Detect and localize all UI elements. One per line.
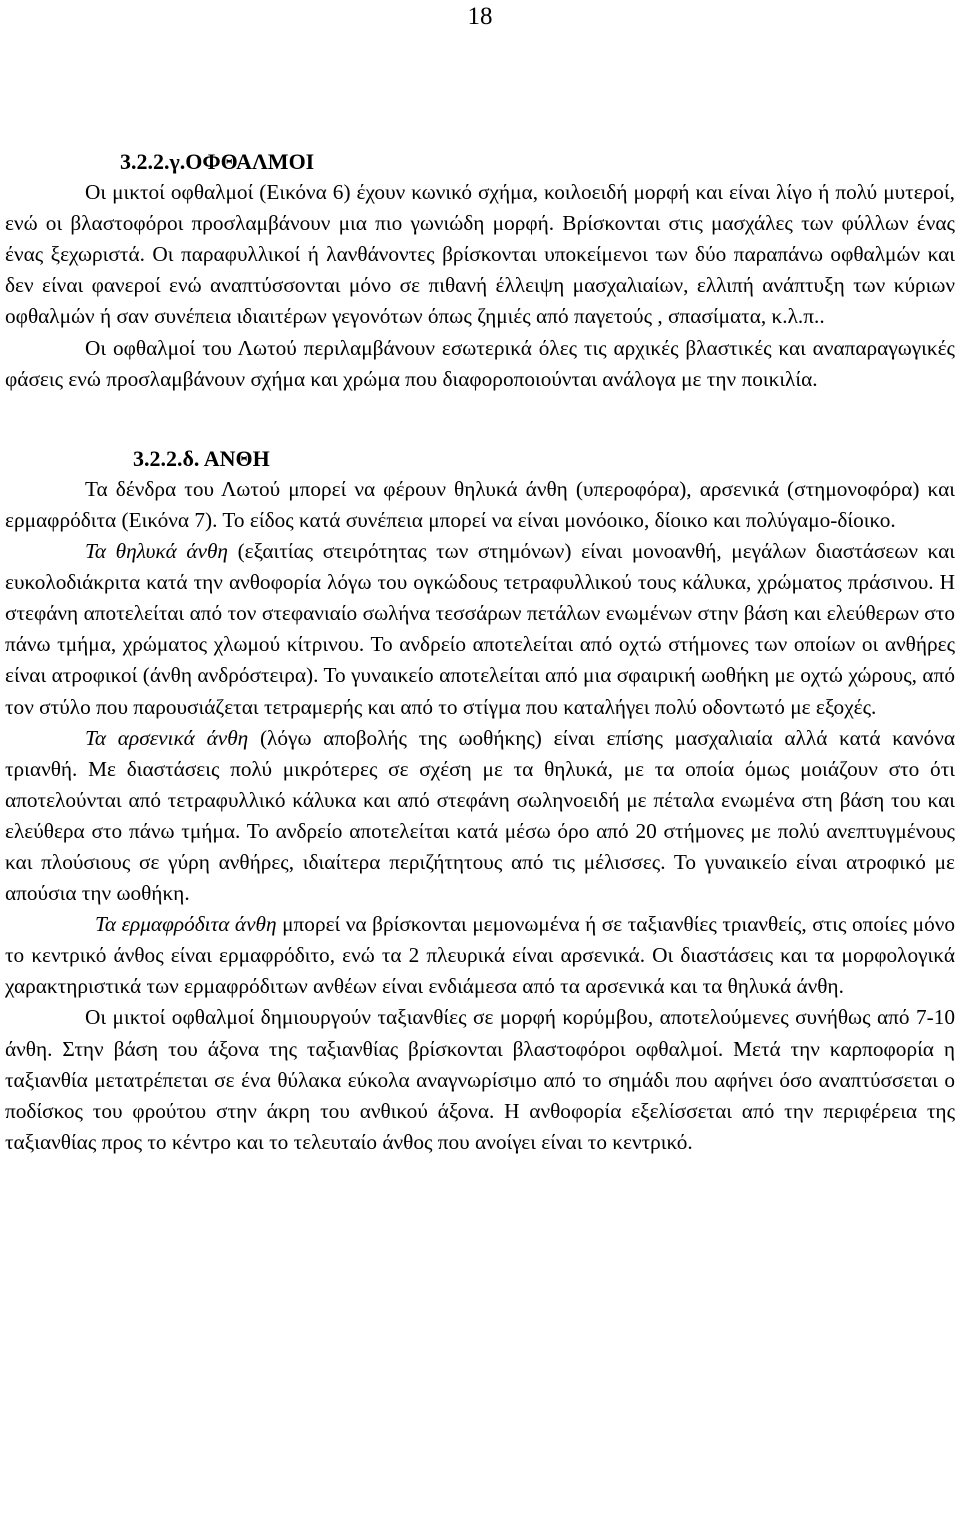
- paragraph-male-flowers: [5, 723, 955, 910]
- paragraph-hermaphrodite-flowers: [5, 909, 955, 1002]
- male-flowers-text: (λόγω αποβολής της ωοθήκης) είναι επίσης μασχαλιαία αλλά κατά κανόνα τριανθή. Με διαστάσεις πολύ μικρότερες σε σχέση με τα θηλυκά, με τα οποία όμως μοιάζουν στο ότι αποτελούνται από τετραφυλλικό κάλυκα και από στεφάνη σωληνοειδή με πέταλα ενωμένα στη βάση του και ελεύθερα στο πάνω τμήμα. Το ανδρείο αποτελείται κατά μέσω όρο από 20 στήμονες με πολύ ανεπτυγμένους και πλούσιους σε γύρη ανθήρες, ιδιαίτερα περιζήτητους από τις μέλισσες. Το γυναικείο είναι ατροφικό με απούσια την ωοθήκη.: [5, 725, 955, 906]
- paragraph-ofthalmoi-2: Οι οφθαλμοί του Λωτού περιλαμβάνουν εσωτερικά όλες τις αρχικές βλαστικές και αναπαραγωγικές φάσεις ενώ προσλαμβάνουν σχήμα και χρώμα που διαφοροποιούνται ανάλογα με την ποικιλία.: [5, 335, 955, 391]
- male-flowers-term: Τα αρσενικά άνθη: [85, 725, 249, 750]
- document-body: [5, 146, 955, 1158]
- paragraph-inflorescence: Οι μικτοί οφθαλμοί δημιουργούν ταξιανθίες σε μορφή κορύμβου, αποτελούμενες συνήθως από 7-10 άνθη. Στην βάση του άξονα της ταξιανθίας βρίσκονται βλαστοφόροι οφθαλμοί. Μετά την καρποφορία η ταξιανθία μετατρέπεται σε ένα θύλακα εύκολα αναγνωρίσιμο από το σημάδι που αφήνει όσο αναπτύσσεται ο ποδίσκος του φρούτου στην άκρη του ανθικού άξονα. Η ανθοφορία εξελίσσεται από την περιφέρεια της ταξιανθίας προς το κέντρο και το τελευταίο άνθος που ανοίγει είναι το κεντρικό.: [5, 1005, 955, 1154]
- paragraph-anthi-intro: Τα δένδρα του Λωτού μπορεί να φέρουν θηλυκά άνθη (υπεροφόρα), αρσενικά (στημονοφόρα) και ερμαφρόδιτα (Εικόνα 7). Το είδος κατά συνέπεια μπορεί να είναι μονόοικο, δίοικο και πολύγαμο-δίοικο.: [5, 476, 955, 532]
- paragraph-ofthalmoi-1: Οι μικτοί οφθαλμοί (Εικόνα 6) έχουν κωνικό σχήμα, κοιλοειδή μορφή και είναι λίγο ή πολύ μυτεροί, ενώ οι βλαστοφόροι προσλαμβάνουν μια πιο γωνιώδη μορφή. Βρίσκονται στις μασχάλες των φύλλων ένας ένας ξεχωριστά. Οι παραφυλλικοί ή λανθάνοντες βρίσκονται υποκείμενοι των δύο παραπάνω οφθαλμών και δεν είναι φανεροί ενώ αναπτύσσονται μόνο σε πιθανή έλλειψη μασχαλιαίων, ελλιπή ανάπτυξη των κύριων οφθαλμών ή σαν συνέπεια ιδιαιτέρων γεγονότων όπως ζημιές από παγετούς , σπασίματα, κ.λ.π..: [5, 180, 955, 329]
- female-flowers-term: Τα θηλυκά άνθη: [85, 539, 228, 564]
- section-heading-anthi: 3.2.2.δ. ΑΝΘΗ: [133, 445, 270, 471]
- section-heading-ofthalmoi: 3.2.2.γ.ΟΦΘΑΛΜΟΙ: [120, 149, 315, 174]
- hermaphrodite-flowers-text: μπορεί να βρίσκονται μεμονωμένα ή σε ταξιανθίες τριανθείς, στις οποίες μόνο το κεντρικό άνθος είναι ερμαφρόδιτο, ενώ τα 2 πλευρικά είναι αρσενικά. Οι διαστάσεις και τα μορφολογικά χαρακτηριστικά των ερμαφρόδιτων ανθέων είναι ενδιάμεσα από τα αρσενικά και τα θηλυκά άνθη.: [5, 912, 955, 999]
- paragraph-female-flowers: [5, 536, 955, 723]
- hermaphrodite-flowers-term: Τα ερμαφρόδιτα άνθη: [95, 912, 277, 937]
- page-number: 18: [467, 3, 493, 30]
- female-flowers-text: (εξαιτίας στειρότητας των στημόνων) είναι μονοανθή, μεγάλων διαστάσεων και ευκολοδιάκριτα κατά την ανθοφορία λόγω του ογκώδους τετραφυλλικού τους κάλυκα, χρώματος πράσινου. Η στεφάνη αποτελείται από τον στεφανιαίο σωλήνα τεσσάρων πετάλων ενωμένων στην βάση και ελεύθερων στο πάνω τμήμα, χρώματος χλωμού κίτρινου. Το ανδρείο αποτελείται από οχτώ στήμονες των οποίων οι ανθήρες είναι ατροφικοί (άνθη ανδρόστειρα). Το γυναικείο αποτελείται από μια σφαιρική ωοθήκη με οχτώ χώρους, από τον στύλο που παρουσιάζεται τετραμερής και από το στίγμα που καταλήγει πολύ οδοντωτό με εξοχές.: [5, 539, 955, 719]
